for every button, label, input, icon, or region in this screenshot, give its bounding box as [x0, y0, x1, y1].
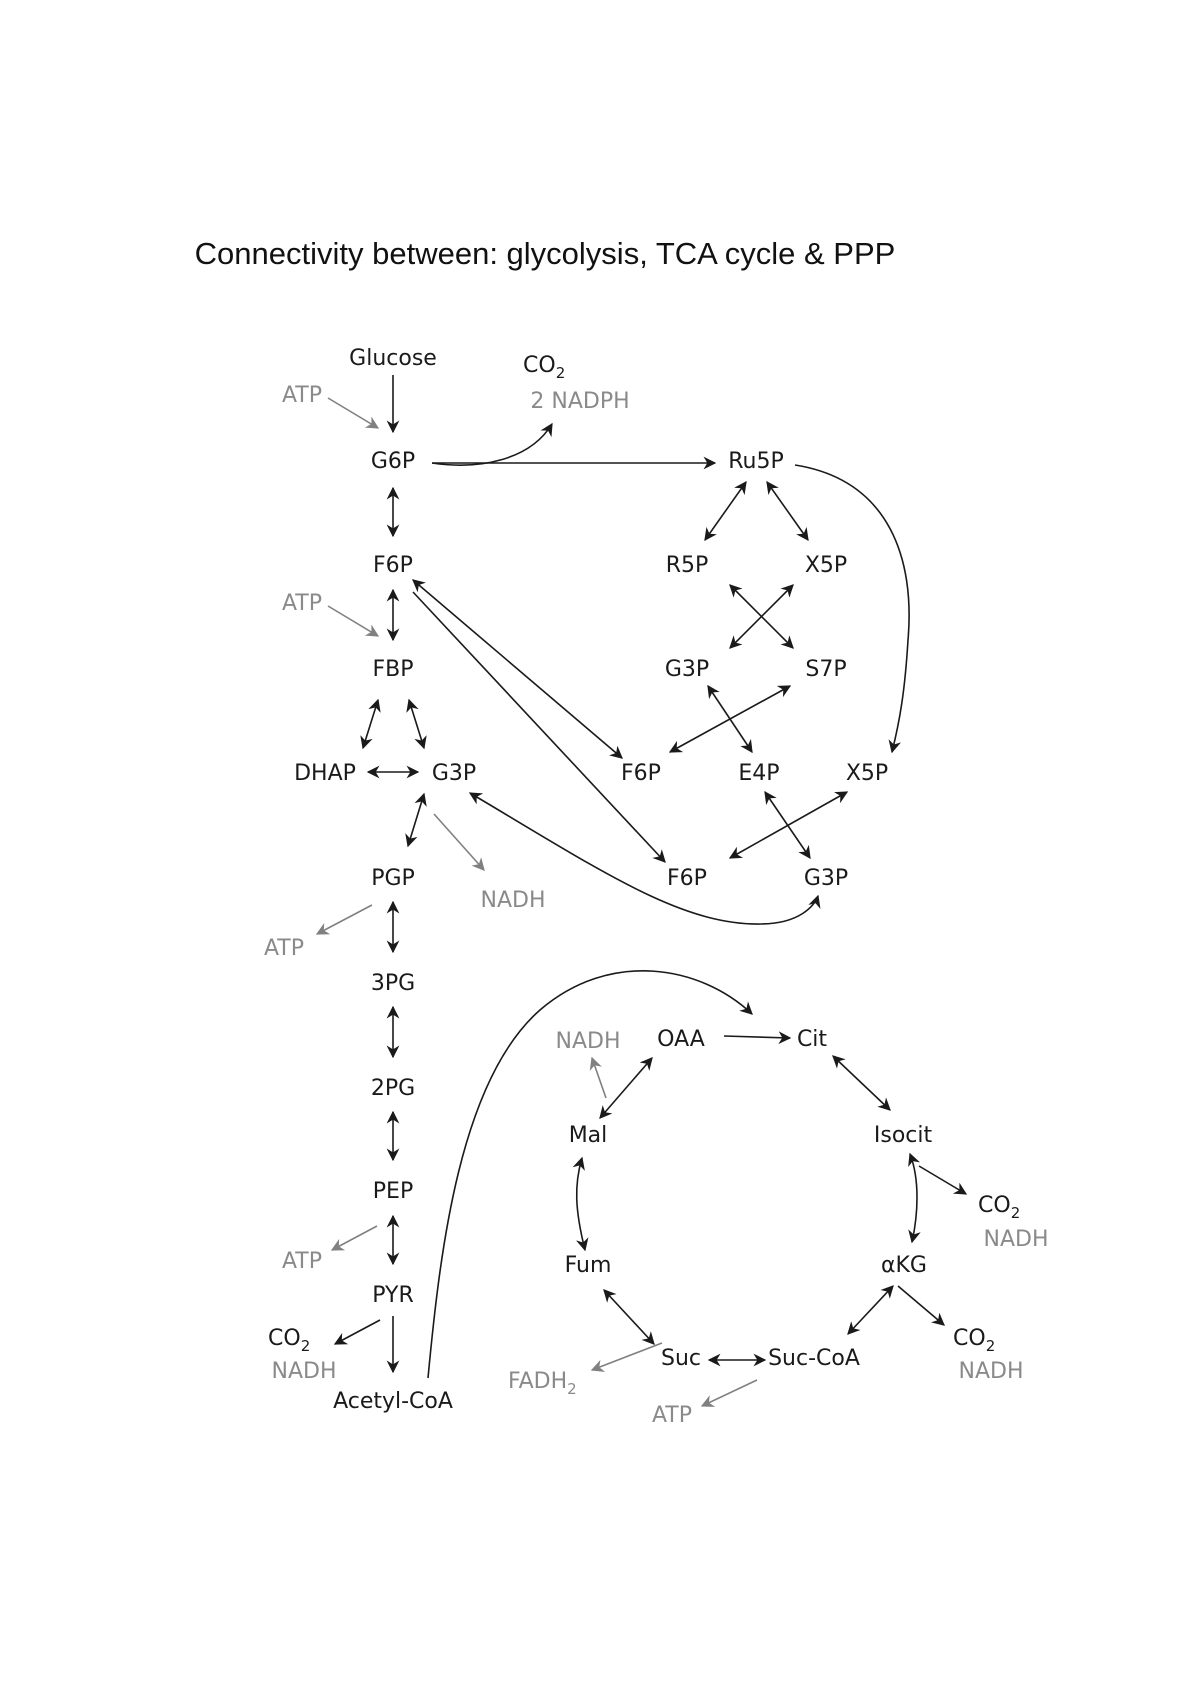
- arrow-fum-mal: [577, 1158, 585, 1250]
- arrow-pep-atp: [332, 1226, 377, 1250]
- ppp-f6p-label-2: F6P: [667, 866, 707, 891]
- x5p-label-2: X5P: [845, 761, 889, 786]
- akg-label: αKG: [881, 1253, 927, 1278]
- arrow-isocit-akg: [910, 1154, 917, 1242]
- f6p-label: F6P: [373, 553, 413, 578]
- 2pg-label: 2PG: [370, 1076, 416, 1101]
- arrow-isocit-co2: [919, 1166, 966, 1194]
- glucose-label: Glucose: [349, 346, 437, 371]
- atp-label-2: ATP: [281, 591, 323, 616]
- atp-label-1: ATP: [281, 383, 323, 408]
- dhap-label: DHAP: [294, 761, 356, 786]
- fbp-label: FBP: [372, 657, 414, 682]
- atp-label-3: ATP: [263, 936, 305, 961]
- fum-label: Fum: [564, 1253, 612, 1278]
- ppp-g3p-label-1: G3P: [664, 657, 710, 682]
- arrow-g3p-nadh: [434, 814, 484, 870]
- s7p-label: S7P: [805, 657, 847, 682]
- arrow-pyr-co2: [335, 1320, 380, 1344]
- arrow-akg-succoa: [848, 1286, 893, 1334]
- arrow-g3p-pgp: [408, 794, 424, 846]
- diagram-title: Connectivity between: glycolysis, TCA cycle & PPP: [194, 236, 896, 271]
- glycolysis-g3p-label: G3P: [431, 761, 477, 786]
- ru5p-label: Ru5P: [728, 449, 784, 474]
- arrow-fbp-g3p: [409, 700, 424, 748]
- nadh-label-mal: NADH: [555, 1029, 621, 1054]
- arrow-f6p-ppp-f6p-1: [413, 580, 622, 758]
- pyr-label: PYR: [372, 1283, 414, 1308]
- arrow-g6p-co2: [432, 424, 552, 465]
- e4p-label: E4P: [738, 761, 780, 786]
- ppp-f6p-label-1: F6P: [621, 761, 661, 786]
- arrow-f6p-ppp-f6p-2: [413, 592, 665, 862]
- isocit-label: Isocit: [873, 1123, 933, 1148]
- arrow-atp-fbp: [328, 606, 378, 636]
- nadh-label-1: NADH: [480, 888, 546, 913]
- x5p-label-1: X5P: [804, 553, 848, 578]
- arrow-ru5p-r5p: [705, 482, 746, 540]
- acetyl-coa-label: Acetyl-CoA: [333, 1389, 453, 1414]
- nadh-label-pyr: NADH: [271, 1359, 337, 1384]
- ppp-g3p-label-2: G3P: [803, 866, 849, 891]
- co2-label-akg: $CO_2$: [953, 1326, 996, 1355]
- arrow-ru5p-x5p-curve: [795, 465, 909, 752]
- arrow-x5p-f6p: [730, 792, 847, 858]
- arrow-cit-isocit: [833, 1056, 890, 1110]
- arrow-mal-oaa: [600, 1058, 652, 1118]
- arrow-e4p-g3p: [765, 792, 810, 858]
- arrow-oaa-cit: [724, 1036, 790, 1038]
- pep-label: PEP: [372, 1179, 414, 1204]
- arrow-succoa-atp: [702, 1380, 757, 1406]
- arrow-akg-co2: [898, 1286, 944, 1325]
- oaa-label: OAA: [657, 1027, 705, 1052]
- arrow-fbp-dhap: [363, 700, 378, 748]
- nadh-label-isocit: NADH: [983, 1227, 1049, 1252]
- arrow-g3p-e4p: [708, 686, 752, 752]
- arrow-suc-fum: [604, 1290, 654, 1344]
- arrow-ru5p-x5p: [767, 482, 808, 540]
- pgp-label: PGP: [371, 866, 415, 891]
- 3pg-label: 3PG: [370, 971, 416, 996]
- co2-label-ppp: $CO_2$: [523, 353, 566, 382]
- arrow-mal-nadh: [592, 1058, 606, 1098]
- arrow-pgp-atp: [317, 905, 372, 934]
- suc-label: Suc: [660, 1346, 702, 1371]
- nadph-label: 2 NADPH: [530, 389, 630, 414]
- r5p-label: R5P: [665, 553, 709, 578]
- co2-label-pyr: $CO_2$: [268, 1326, 311, 1355]
- fadh2-label: $FADH_2$: [508, 1369, 577, 1398]
- arrow-atp-g6p: [328, 398, 378, 428]
- co2-label-isocit: $CO_2$: [978, 1193, 1021, 1222]
- arrow-suc-fadh2: [592, 1343, 662, 1370]
- atp-label-4: ATP: [281, 1249, 323, 1274]
- suc-coa-label: Suc-CoA: [768, 1346, 860, 1371]
- nadh-label-akg: NADH: [958, 1359, 1024, 1384]
- cit-label: Cit: [796, 1027, 828, 1052]
- atp-label-suc: ATP: [651, 1403, 693, 1428]
- g6p-label: G6P: [370, 449, 416, 474]
- mal-label: Mal: [568, 1123, 608, 1148]
